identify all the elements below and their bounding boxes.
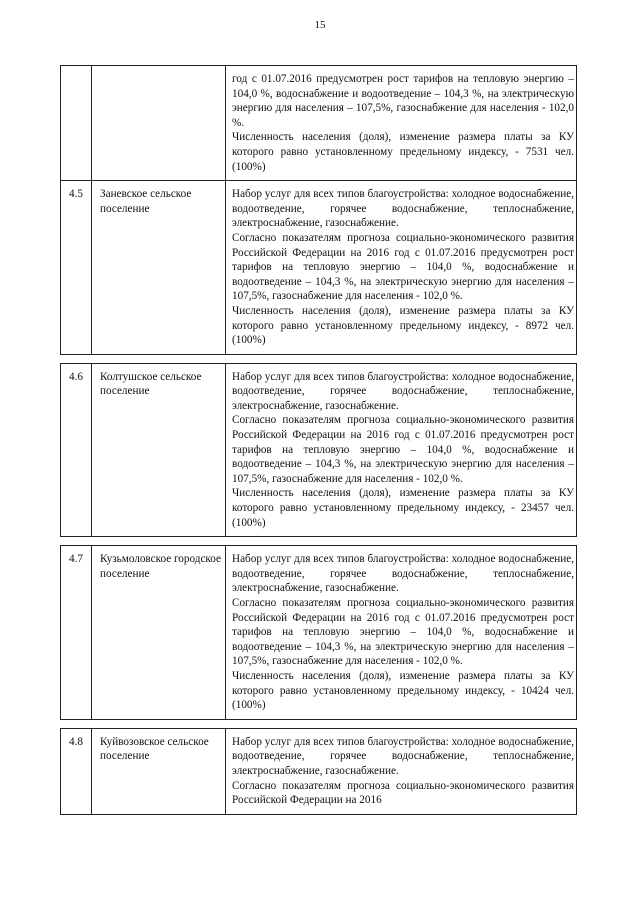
row-number [61, 66, 92, 180]
table-row [60, 65, 577, 181]
row-description [226, 66, 576, 180]
table-row [60, 363, 577, 538]
settlement-name: Колтушское сельское поселение [92, 364, 226, 537]
row-number: 4.6 [61, 364, 92, 537]
settlement-name: Заневское сельское поселение [92, 181, 226, 354]
description-paragraph: Численность населения (доля), изменение размера платы за КУ которого равно установленному предельному индексу, - 7531 чел. (100%) [232, 131, 574, 173]
description-paragraph: Набор услуг для всех типов благоустройства: холодное водоснабжение, водоотведение, горячее водоснабжение, теплоснабжение, электроснабжение, газоснабжение. [232, 370, 574, 412]
tariff-table [60, 65, 577, 815]
description-paragraph: Согласно показателям прогноза социально-экономического развития Российской Федерации на 2016 [232, 779, 574, 807]
description-paragraph: Численность населения (доля), изменение размера платы за КУ которого равно установленному предельному индексу, - 8972 чел. (100%) [232, 304, 574, 347]
description-paragraph: Набор услуг для всех типов благоустройства: холодное водоснабжение, водоотведение, горячее водоснабжение, теплоснабжение, электроснабжение, газоснабжение. [232, 188, 574, 230]
description-paragraph: Численность населения (доля), изменение размера платы за КУ которого равно установленному предельному индексу, - 23457 чел. (100%) [232, 487, 574, 529]
settlement-name: Кузьмоловское городское поселение [92, 546, 226, 719]
row-number: 4.5 [61, 181, 92, 354]
row-description [226, 364, 576, 537]
description-paragraph: Набор услуг для всех типов благоустройства: холодное водоснабжение, водоотведение, горячее водоснабжение, теплоснабжение, электроснабжение, газоснабжение. [232, 735, 574, 777]
description-paragraph: Согласно показателям прогноза социально-экономического развития Российской Федерации на 2016 год с 01.07.2016 предусмотрен рост тарифов на тепловую энергию – 104,0 %, водоснабжение и водоотведение – 104,3 %, на электрическую энергию для населения – 107,5%, газоснабжение для населения - 102,0 %. [232, 231, 574, 303]
row-description [226, 181, 576, 354]
table-row [60, 728, 577, 815]
description-paragraph: Набор услуг для всех типов благоустройства: холодное водоснабжение, водоотведение, горячее водоснабжение, теплоснабжение, электроснабжение, газоснабжение. [232, 553, 574, 595]
page-number: 15 [314, 19, 326, 31]
table-row [60, 181, 577, 355]
description-paragraph: Согласно показателям прогноза социально-экономического развития Российской Федерации на 2016 год с 01.07.2016 предусмотрен рост тарифов на тепловую энергию – 104,0 %, водоснабжение и водоотведение – 104,3 %, на электрическую энергию для населения – 107,5%, газоснабжение для населения - 102,0 %. [232, 597, 574, 668]
row-description [226, 546, 576, 719]
description-paragraph: Численность населения (доля), изменение размера платы за КУ которого равно установленному предельному индексу, - 10424 чел. (100%) [232, 669, 574, 712]
table-row [60, 545, 577, 720]
settlement-name [92, 66, 226, 180]
description-paragraph: год с 01.07.2016 предусмотрен рост тарифов на тепловую энергию – 104,0 %, водоснабжение и водоотведение – 104,3 %, на электрическую энергию для населения – 107,5%, газоснабжение для населения - 102,0 %. [232, 73, 574, 129]
row-number: 4.7 [61, 546, 92, 719]
description-paragraph: Согласно показателям прогноза социально-экономического развития Российской Федерации на 2016 год с 01.07.2016 предусмотрен рост тарифов на тепловую энергию – 104,0 %, водоснабжение и водоотведение – 104,3 %, на электрическую энергию для населения – 107,5%, газоснабжение для населения - 102,0 %. [232, 414, 574, 485]
row-description [226, 729, 576, 814]
settlement-name: Куйвозовское сельское поселение [92, 729, 226, 814]
row-number: 4.8 [61, 729, 92, 814]
